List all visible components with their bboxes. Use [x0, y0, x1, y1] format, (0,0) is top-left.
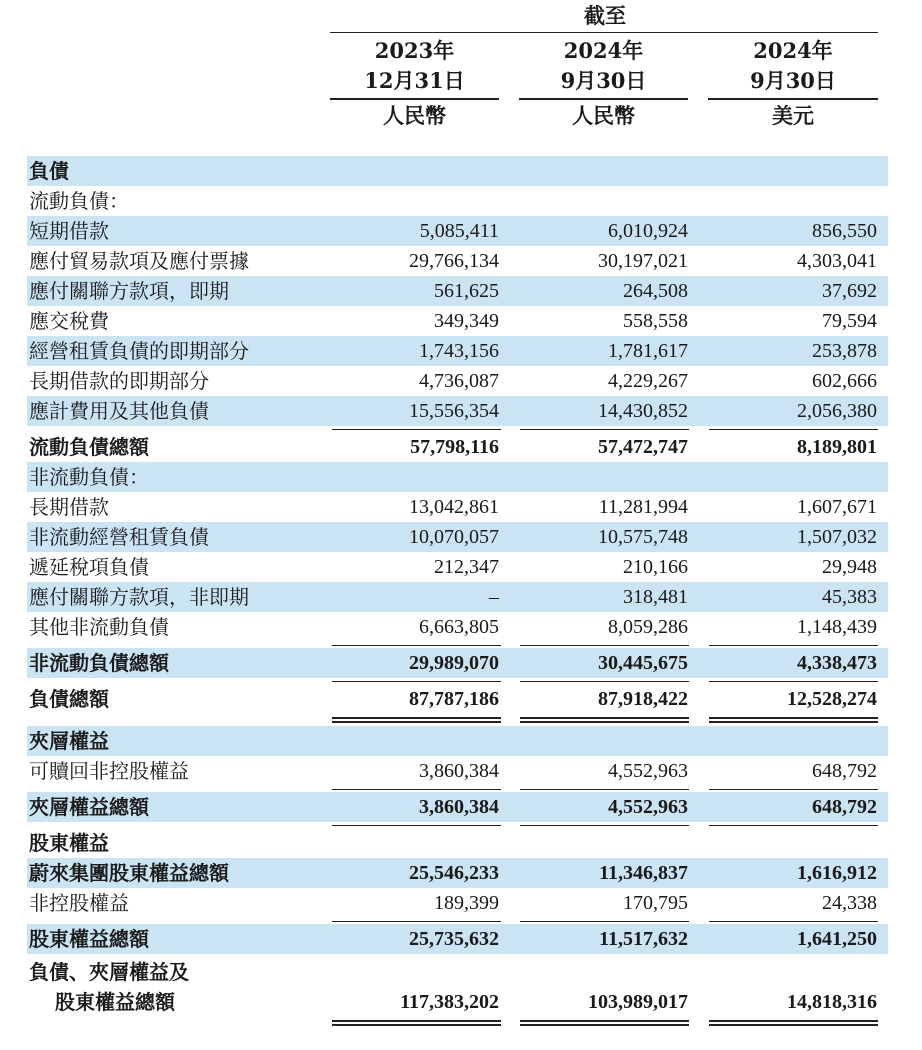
row-value — [520, 726, 688, 756]
table-row — [27, 366, 888, 396]
row-value: 170,795 — [623, 892, 688, 914]
row-label: 應計費用及其他負債 — [29, 399, 209, 423]
row-value: 11,281,994 — [598, 496, 688, 518]
row-value: 29,766,134 — [409, 250, 499, 272]
row-value: 79,594 — [822, 310, 877, 332]
row-value: 14,430,852 — [598, 400, 688, 422]
subtotal-rule — [709, 789, 878, 790]
row-label: 流動負債總額 — [29, 435, 149, 459]
row-label: 其他非流動負債 — [29, 615, 169, 639]
row-value: 29,948 — [822, 556, 877, 578]
row-value: 1,507,032 — [797, 526, 877, 548]
row-label: 負債、夾層權益及 — [29, 960, 189, 984]
row-value — [330, 957, 499, 987]
row-label: 長期借款 — [29, 495, 109, 519]
row-value: 15,556,354 — [409, 400, 499, 422]
table-row — [27, 924, 888, 954]
table-row — [27, 612, 888, 642]
row-label: 應交稅費 — [29, 309, 109, 333]
row-value — [330, 828, 499, 858]
row-value — [708, 828, 877, 858]
table-row — [27, 582, 888, 612]
row-value: 349,349 — [434, 310, 499, 332]
subtotal-rule — [520, 789, 689, 790]
table-row — [27, 522, 888, 552]
row-value: 57,798,116 — [410, 436, 499, 458]
subtotal-rule — [332, 789, 501, 790]
balance-sheet-table — [27, 156, 888, 1017]
subtotal-rule — [332, 429, 501, 430]
row-value: 602,666 — [812, 370, 877, 392]
row-value: 87,787,186 — [409, 688, 499, 710]
table-row — [27, 462, 888, 492]
row-value: 1,781,617 — [608, 340, 688, 362]
row-value: 37,692 — [822, 280, 877, 302]
row-value: 558,558 — [623, 310, 688, 332]
as-at-header: 截至 — [584, 3, 626, 28]
subtotal-rule — [709, 681, 878, 682]
as-at-rule — [330, 32, 878, 33]
table-row — [27, 957, 888, 987]
subtotal-rule — [520, 645, 689, 646]
row-value: 103,989,017 — [588, 991, 688, 1013]
row-label: 短期借款 — [29, 219, 109, 243]
row-value — [520, 186, 688, 216]
column-year: 2023年 — [374, 38, 455, 63]
row-value: 8,059,286 — [608, 616, 688, 638]
row-label: 應付貿易款項及應付票據 — [29, 249, 249, 273]
subtotal-rule — [332, 921, 501, 922]
column-header-2023 — [330, 36, 499, 132]
row-label: 可贖回非控股權益 — [29, 759, 189, 783]
table-row — [27, 276, 888, 306]
row-value: 11,517,632 — [599, 928, 688, 950]
table-row — [27, 432, 888, 462]
row-value: 4,229,267 — [608, 370, 688, 392]
row-label: 非流動負債： — [29, 465, 149, 489]
column-year: 2024年 — [753, 38, 833, 63]
row-value: 30,197,021 — [598, 250, 688, 272]
row-value: 24,338 — [822, 892, 877, 914]
row-value: 25,735,632 — [409, 928, 499, 950]
row-label: 遞延稅項負債 — [29, 555, 149, 579]
row-value: 10,575,748 — [598, 526, 688, 548]
row-value: 13,042,861 — [409, 496, 499, 518]
row-value: 6,010,924 — [608, 220, 688, 242]
row-value: 87,918,422 — [598, 688, 688, 710]
row-value — [708, 462, 877, 492]
row-value: 25,546,233 — [409, 862, 499, 884]
total-double-rule — [520, 721, 689, 723]
row-value: 1,743,156 — [419, 340, 499, 362]
row-label: 應付關聯方款項，即期 — [29, 279, 229, 303]
row-value: 4,303,041 — [797, 250, 877, 272]
row-label: 非流動負債總額 — [29, 651, 169, 675]
row-value: 57,472,747 — [598, 436, 688, 458]
row-value — [708, 156, 877, 186]
total-double-rule — [332, 721, 501, 723]
row-value — [330, 156, 499, 186]
row-value: 3,860,384 — [419, 796, 499, 818]
row-value: 4,736,087 — [419, 370, 499, 392]
total-double-rule — [332, 1024, 501, 1026]
row-label: 蔚來集團股東權益總額 — [29, 861, 229, 885]
row-value: 4,552,963 — [608, 796, 688, 818]
table-row — [27, 216, 888, 246]
column-header-2024-rmb — [519, 36, 688, 132]
row-value: 648,792 — [812, 760, 877, 782]
row-value: 648,792 — [812, 796, 877, 818]
total-double-rule — [709, 1020, 878, 1022]
row-label: 非流動經營租賃負債 — [29, 525, 209, 549]
column-date: 9月30日 — [560, 68, 647, 93]
row-value: 856,550 — [812, 220, 877, 242]
subtotal-rule — [332, 681, 501, 682]
table-row — [27, 684, 888, 714]
subtotal-rule — [709, 921, 878, 922]
total-double-rule — [332, 1020, 501, 1022]
row-label: 應付關聯方款項，非即期 — [29, 585, 249, 609]
row-value — [330, 186, 499, 216]
table-row — [27, 858, 888, 888]
row-value — [330, 726, 499, 756]
row-value: 189,399 — [434, 892, 499, 914]
table-row — [27, 246, 888, 276]
row-value: 253,878 — [812, 340, 877, 362]
table-row — [27, 726, 888, 756]
row-label: 長期借款的即期部分 — [29, 369, 209, 393]
table-row — [27, 336, 888, 366]
row-value: 212,347 — [434, 556, 499, 578]
row-value: 1,607,671 — [797, 496, 877, 518]
row-value: 210,166 — [623, 556, 688, 578]
row-value: 45,383 — [822, 586, 877, 608]
row-value: 10,070,057 — [409, 526, 499, 548]
table-row — [27, 306, 888, 336]
total-double-rule — [520, 717, 689, 719]
row-value: – — [489, 586, 499, 608]
row-value: 1,616,912 — [797, 862, 877, 884]
row-value: 14,818,316 — [787, 991, 877, 1013]
table-row — [27, 792, 888, 822]
column-currency: 人民幣 — [572, 103, 635, 128]
row-value: 8,189,801 — [797, 436, 877, 458]
table-row — [27, 987, 888, 1017]
row-value — [708, 186, 877, 216]
column-date: 12月31日 — [364, 68, 465, 93]
row-label: 夾層權益 — [29, 729, 109, 753]
subtotal-rule — [332, 825, 501, 826]
row-value: 3,860,384 — [419, 760, 499, 782]
table-row — [27, 396, 888, 426]
subtotal-rule — [520, 921, 689, 922]
row-label: 負債總額 — [29, 687, 109, 711]
row-value: 6,663,805 — [419, 616, 499, 638]
table-row — [27, 648, 888, 678]
table-row — [27, 552, 888, 582]
total-double-rule — [709, 717, 878, 719]
column-year: 2024年 — [563, 38, 644, 63]
row-value: 264,508 — [623, 280, 688, 302]
row-value — [520, 828, 688, 858]
row-value: 1,641,250 — [797, 928, 877, 950]
row-value: 12,528,274 — [787, 688, 877, 710]
row-value: 5,085,411 — [419, 220, 499, 242]
row-label: 非控股權益 — [29, 891, 129, 915]
subtotal-rule — [332, 645, 501, 646]
table-row — [27, 756, 888, 786]
row-label: 股東權益總額 — [55, 990, 175, 1014]
row-value: 4,338,473 — [797, 652, 877, 674]
row-value: 4,552,963 — [608, 760, 688, 782]
total-double-rule — [709, 1024, 878, 1026]
row-value — [520, 156, 688, 186]
row-value — [520, 957, 688, 987]
total-double-rule — [520, 1020, 689, 1022]
row-value: 30,445,675 — [598, 652, 688, 674]
row-value — [520, 462, 688, 492]
row-value: 117,383,202 — [400, 991, 499, 1013]
subtotal-rule — [709, 645, 878, 646]
row-label: 負債 — [29, 159, 69, 183]
total-double-rule — [332, 717, 501, 719]
column-currency: 人民幣 — [383, 103, 446, 128]
column-currency: 美元 — [772, 103, 814, 128]
table-row — [27, 828, 888, 858]
row-value: 318,481 — [623, 586, 688, 608]
total-double-rule — [709, 721, 878, 723]
subtotal-rule — [709, 429, 878, 430]
row-value — [330, 462, 499, 492]
subtotal-rule — [709, 825, 878, 826]
table-row — [27, 186, 888, 216]
row-value: 29,989,070 — [409, 652, 499, 674]
total-double-rule — [520, 1024, 689, 1026]
subtotal-rule — [520, 429, 689, 430]
row-label: 經營租賃負債的即期部分 — [29, 339, 249, 363]
column-header-2024-usd — [708, 36, 878, 132]
table-row — [27, 492, 888, 522]
row-label: 夾層權益總額 — [29, 795, 149, 819]
row-value — [708, 957, 877, 987]
subtotal-rule — [520, 825, 689, 826]
row-label: 股東權益總額 — [29, 927, 149, 951]
column-date: 9月30日 — [750, 68, 836, 93]
row-value: 561,625 — [434, 280, 499, 302]
row-value — [708, 726, 877, 756]
row-label: 股東權益 — [29, 831, 109, 855]
subtotal-rule — [520, 681, 689, 682]
row-value: 11,346,837 — [599, 862, 688, 884]
row-value: 2,056,380 — [797, 400, 877, 422]
table-row — [27, 888, 888, 918]
row-label: 流動負債： — [29, 189, 129, 213]
table-row — [27, 156, 888, 186]
row-value: 1,148,439 — [797, 616, 877, 638]
